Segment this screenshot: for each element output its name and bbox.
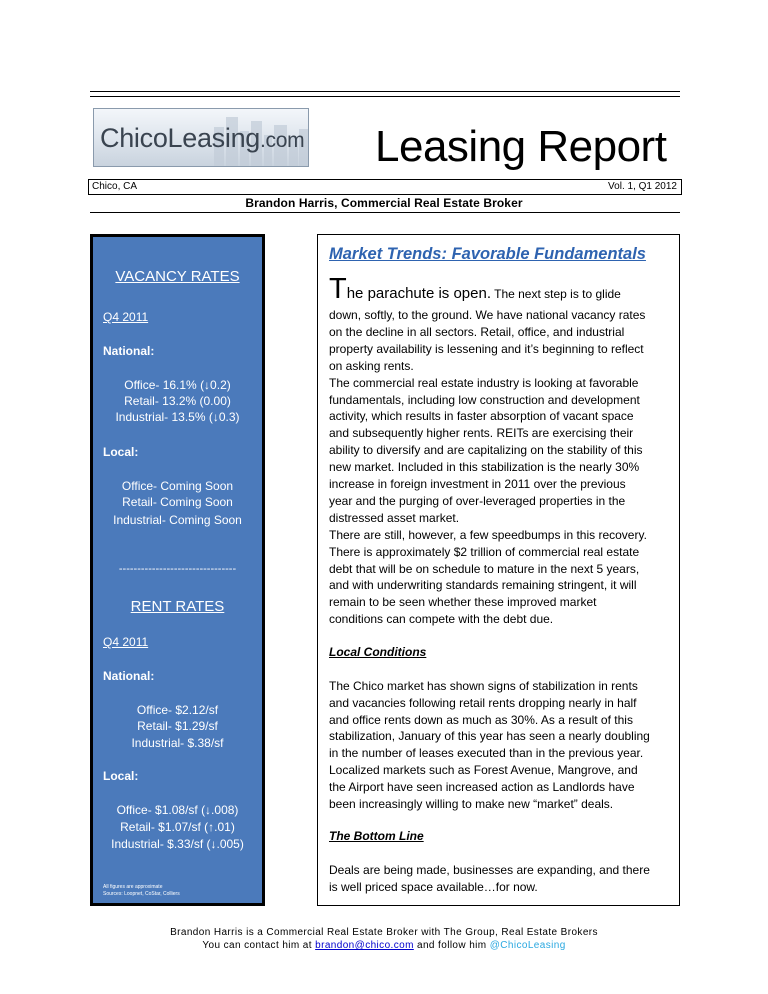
article-body-line: new market. Included in this stabilization is the nearly 30% xyxy=(329,460,640,475)
vacancy-national-retail: Retail- 13.2% (0.00) xyxy=(124,394,231,408)
vacancy-heading: VACANCY RATES xyxy=(115,268,240,285)
local-conditions-line: been increasingly willing to make new “market” deals. xyxy=(329,796,614,811)
local-conditions-line: the Airport have seen increased action as Landlords have xyxy=(329,779,635,794)
local-conditions-heading: Local Conditions xyxy=(329,645,427,659)
sidebar-divider: -------------------------------- xyxy=(118,563,237,575)
footer-contact xyxy=(0,940,768,951)
local-conditions-line: in the number of leases executed than in the previous year. xyxy=(329,746,644,761)
top-rule xyxy=(90,91,680,92)
sidebar-stats xyxy=(90,234,265,906)
vacancy-local-label: Local: xyxy=(103,445,139,459)
vacancy-local-office: Office- Coming Soon xyxy=(121,479,234,493)
footer-bio: Brandon Harris is a Commercial Real Estate Broker with The Group, Real Estate Brokers xyxy=(170,927,598,938)
article-body-line: activity, which results in faster absorption of vacant space xyxy=(329,409,634,424)
email-link[interactable]: brandon@chico.com xyxy=(315,940,414,951)
article-heading: Market Trends: Favorable Fundamentals xyxy=(329,245,646,263)
local-conditions-line: Localized markets such as Forest Avenue, Mangrove, and xyxy=(329,763,638,777)
vacancy-local-retail: Retail- Coming Soon xyxy=(122,495,233,509)
page-title: Leasing Report xyxy=(375,122,667,171)
article-body-line: debt that will be on schedule to mature in the next 5 years, xyxy=(329,561,640,576)
article-body-line: ability to diversify and are capitalizing on the stability of this xyxy=(329,443,643,458)
article-body-line: conditions can compete with the debt due. xyxy=(329,612,554,627)
rent-national-label: National: xyxy=(103,669,155,683)
drop-cap: T xyxy=(329,273,347,305)
local-conditions-line: stabilization, January of this year has seen a nearly doubling xyxy=(329,729,650,744)
bottom-line-line: is well priced space available…for now. xyxy=(329,879,538,894)
footer-contact-pre: You can contact him at xyxy=(202,940,316,951)
local-conditions-line: and office rents down as much as 30%. As a result of this xyxy=(329,712,633,727)
sidebar-note-sources: Sources: Loopnet, CoStar, Colliers xyxy=(103,891,180,897)
vacancy-national-label: National: xyxy=(103,344,155,358)
local-conditions-line: The Chico market has shown signs of stabilization in rents xyxy=(329,679,638,693)
bottom-line-line: Deals are being made, businesses are expanding, and there xyxy=(329,863,650,877)
vacancy-national-office: Office- 16.1% (↓0.2) xyxy=(124,378,231,392)
sidebar-note-approx: All figures are approximate xyxy=(103,884,163,890)
logo-text: ChicoLeasing xyxy=(100,123,261,153)
twitter-handle-link[interactable]: @ChicoLeasing xyxy=(489,940,566,951)
article-body-line: remain to be seen whether these improved market xyxy=(329,595,597,610)
article-first-line xyxy=(329,273,621,306)
article-body-line: year and the purging of over-leveraged properties in the xyxy=(329,493,626,508)
article-body-line: The commercial real estate industry is looking at favorable xyxy=(329,375,639,390)
top-rule-second xyxy=(90,96,680,97)
rent-local-office: Office- $1.08/sf (↓.008) xyxy=(116,803,239,817)
rent-national-retail: Retail- $1.29/sf xyxy=(137,719,218,733)
article-body-line: on asking rents. xyxy=(329,358,414,373)
location-label: Chico, CA xyxy=(92,181,138,192)
volume-label: Vol. 1, Q1 2012 xyxy=(608,181,677,192)
article-body-line: increase in foreign investment in 2011 over the previous xyxy=(329,477,626,491)
article-body-line: property availability is lessening and it’s beginning to reflect xyxy=(329,341,644,356)
article-body-line: There are still, however, a few speedbumps in this recovery. xyxy=(329,527,647,542)
local-conditions-line: and vacancies following retail rents dropping nearly in half xyxy=(329,695,637,710)
article-body-line: down, softly, to the ground. We have national vacancy rates xyxy=(329,308,646,322)
vacancy-local-industrial: Industrial- Coming Soon xyxy=(113,513,242,527)
article-box xyxy=(317,234,680,906)
article-body-line: distressed asset market. xyxy=(329,510,460,525)
chicoleasing-logo xyxy=(93,108,309,167)
rent-local-retail: Retail- $1.07/sf (↑.01) xyxy=(120,820,235,834)
info-bar xyxy=(88,179,682,195)
rent-national-industrial: Industrial- $.38/sf xyxy=(131,736,224,750)
vacancy-national-industrial: Industrial- 13.5% (↓0.3) xyxy=(115,410,240,424)
lead-text: he parachute is open. xyxy=(346,285,491,302)
bottom-line-heading: The Bottom Line xyxy=(329,829,424,843)
article-body-line: on the decline in all sectors. Retail, office, and industrial xyxy=(329,324,625,339)
header-rule xyxy=(90,212,680,213)
first-line-rest: The next step is to glide xyxy=(491,287,621,301)
article-body-line: There is approximately $2 trillion of commercial real estate xyxy=(329,544,640,559)
logo-text-suffix: .com xyxy=(260,129,305,152)
rent-period: Q4 2011 xyxy=(103,635,149,649)
rent-local-label: Local: xyxy=(103,769,139,783)
rent-heading: RENT RATES xyxy=(130,598,225,615)
byline: Brandon Harris, Commercial Real Estate Broker xyxy=(245,196,523,210)
vacancy-period: Q4 2011 xyxy=(103,310,149,324)
rent-local-industrial: Industrial- $.33/sf (↓.005) xyxy=(111,837,244,851)
article-body-line: and subsequently higher rents. REITs are exercising their xyxy=(329,426,634,441)
rent-national-office: Office- $2.12/sf xyxy=(136,703,219,717)
article-body-line: fundamentals, including low construction and development xyxy=(329,392,640,407)
article-body-line: and with underwriting standards remaining stringent, it will xyxy=(329,578,637,593)
footer-contact-mid: and follow him xyxy=(413,940,490,951)
